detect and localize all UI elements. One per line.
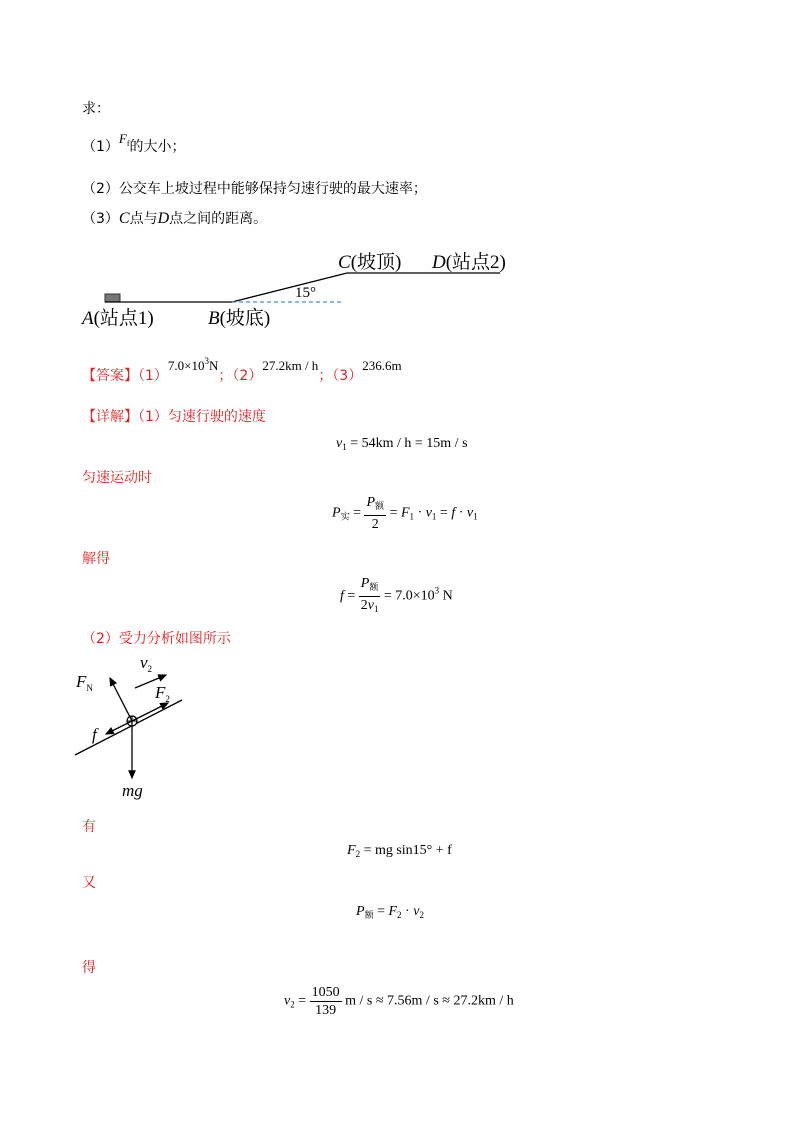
force-diagram bbox=[70, 650, 200, 800]
question-2: （2）公交车上坡过程中能够保持匀速行驶的最大速率； bbox=[82, 181, 427, 197]
answer-3-value: 236.6m bbox=[362, 358, 402, 373]
label-d: D(站点2) bbox=[432, 252, 506, 273]
step1-title: （1）匀速行驶的速度 bbox=[138, 409, 266, 425]
label-c: C(坡顶) bbox=[338, 252, 402, 273]
label-a: A(站点1) bbox=[82, 308, 154, 329]
normal-force-arrow bbox=[110, 678, 132, 721]
angle-label: 15° bbox=[295, 285, 316, 301]
label-solve: 解得 bbox=[82, 551, 110, 567]
slope-figure bbox=[70, 240, 530, 335]
mg-label: mg bbox=[122, 781, 143, 800]
question-3: （3）C点与D点之间的距离。 bbox=[82, 210, 268, 227]
solution-header bbox=[82, 406, 266, 426]
label-get: 得 bbox=[82, 960, 96, 976]
step2-title: （2）受力分析如图所示 bbox=[82, 631, 231, 647]
q1-symbol: $F_f$ bbox=[118, 131, 130, 148]
equation-v2: $v_2$ = $\frac{1050}{139}$ m / s ≈ 7.56m / s ≈ 27.2km / h bbox=[284, 985, 514, 1018]
equation-rated-power: $P_额 = F_2 \cdot v_2$ bbox=[356, 904, 424, 920]
equation-v1: $v_1 = 54km / h = 15m / s$ bbox=[336, 436, 468, 452]
answer-2-value: 27.2km / h bbox=[262, 358, 319, 373]
answer-1-value: $7.0\times 10^3N$ bbox=[167, 356, 219, 373]
f2-label: $F_2$ bbox=[155, 683, 170, 704]
fn-label: $F_N$ bbox=[76, 672, 93, 693]
label-b: B(坡底) bbox=[208, 308, 271, 329]
slope-line bbox=[232, 273, 347, 302]
point-c-symbol: C bbox=[118, 210, 130, 227]
equation-power: $P_实$ = $\frac{P_额}{2}$ = $F_1 \cdot v_1 = f \cdot v_1$ bbox=[332, 495, 478, 532]
f2-arrow bbox=[132, 703, 168, 721]
question-1 bbox=[82, 131, 186, 156]
equation-friction: f = $\frac{P_额}{2v_1}$ = $7.0\times 10^3$ N bbox=[340, 576, 453, 614]
v2-label: $v_2$ bbox=[140, 653, 153, 674]
label-have: 有 bbox=[82, 819, 96, 835]
label-uniform-motion: 匀速运动时 bbox=[82, 470, 152, 486]
intro-text: 求： bbox=[82, 101, 110, 117]
solution-tag: 【详解】 bbox=[82, 409, 138, 425]
equation-f2: $F_2$ = mg sin15° + f bbox=[347, 843, 452, 859]
label-again: 又 bbox=[82, 875, 96, 891]
answer-line: 【答案】$(1)7.0\times 10^3N$；（2）27.2km / h；（3）236.6m bbox=[82, 356, 402, 384]
bus-block bbox=[105, 294, 120, 302]
f-label: f bbox=[92, 725, 97, 744]
q1-text: 的大小； bbox=[129, 139, 186, 155]
answer-tag: 【答案】 bbox=[82, 368, 138, 384]
point-d-symbol: D bbox=[157, 210, 170, 227]
q1-number: （1） bbox=[82, 139, 119, 155]
